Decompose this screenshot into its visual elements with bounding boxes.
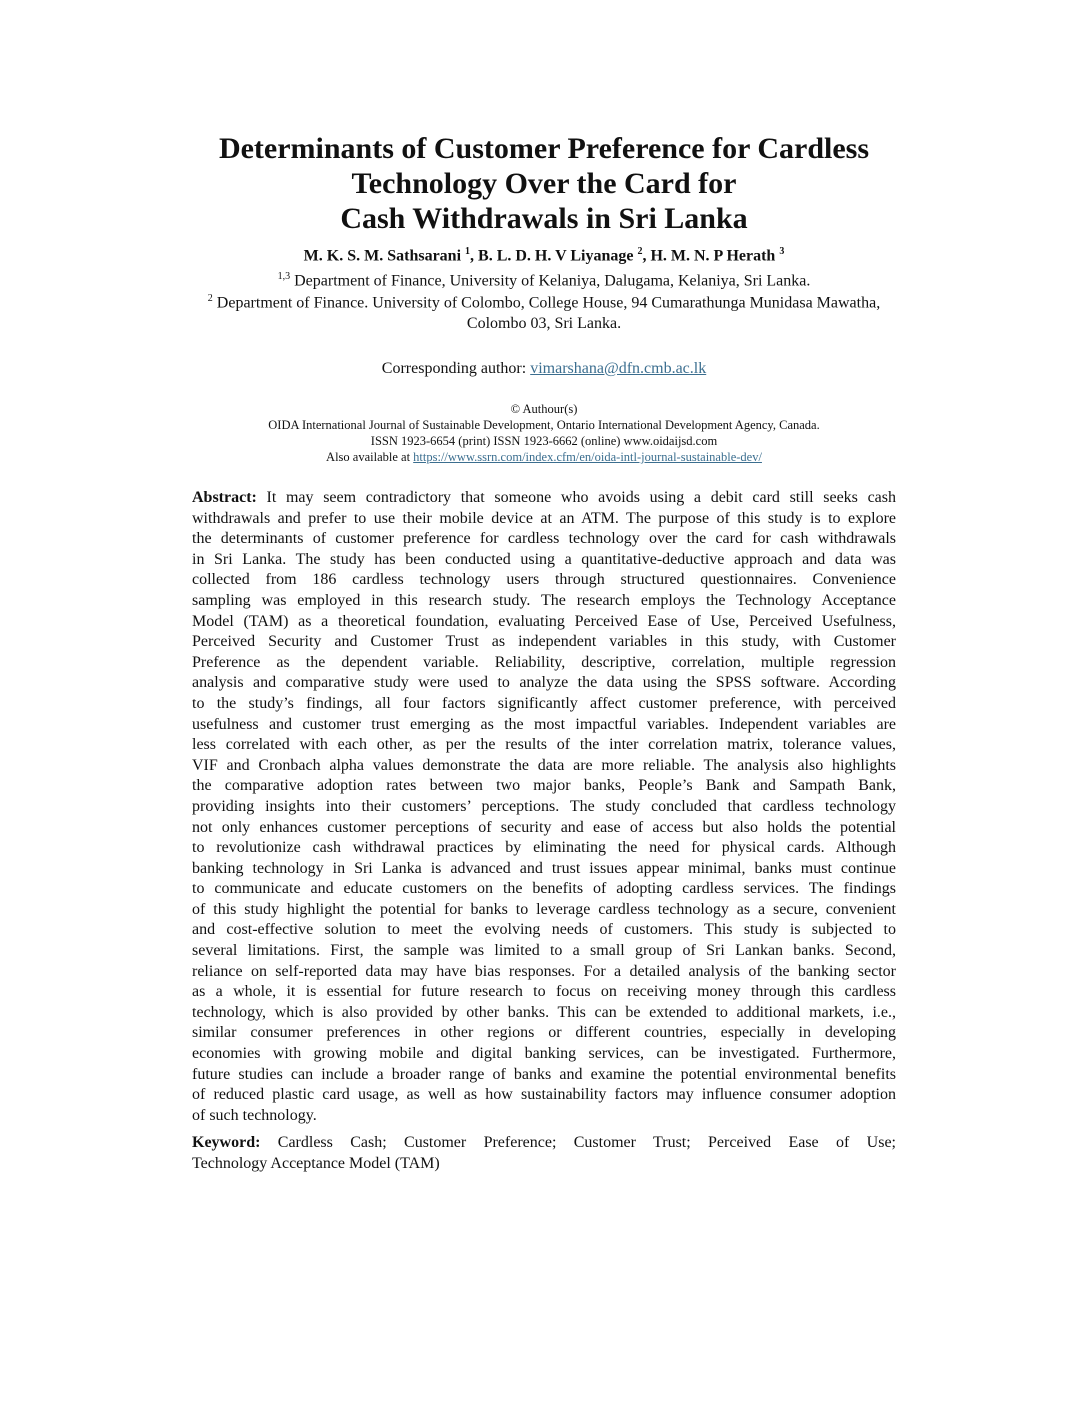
title-line: Cash Withdrawals in Sri Lanka xyxy=(340,202,748,235)
corresponding-author xyxy=(0,358,1088,379)
abstract-line: Perceived Security and Customer Trust as independent variables in this study, with Customer xyxy=(192,633,896,651)
aff-text: Colombo 03, Sri Lanka. xyxy=(466,315,622,333)
abstract-line: VIF and Cronbach alpha values demonstrate the data are more reliable. The analysis also highlights xyxy=(192,756,896,774)
also-label: Also available at xyxy=(326,450,411,464)
abstract-line: the comparative adoption rates between two major banks, People’s Bank and Sampath Bank, xyxy=(192,777,896,795)
issn: ISSN 1923-6654 (print) ISSN 1923-6662 (online) www.oidaijsd.com xyxy=(370,434,718,448)
keywords xyxy=(192,1133,896,1174)
aff-text: Department of Finance. University of Colombo, College House, 94 Cumarathunga Munidasa Mawatha, xyxy=(216,294,881,312)
abstract-line: and cost-effective solution to meet the evolving needs of customers. This study is subjected to xyxy=(192,921,896,939)
abstract-text: It may seem contradictory that someone who avoids using a debit card still seeks cash xyxy=(266,489,897,506)
abstract-line: to communicate and educate customers on the benefits of adopting cardless services. The findings xyxy=(192,880,896,898)
also-available xyxy=(0,449,1088,465)
abstract-line: the determinants of customer preference for cardless technology over the card for cash withdrawals xyxy=(192,530,896,548)
abstract-line: in Sri Lanka. The study has been conducted using a quantitative-deductive approach and data was xyxy=(192,550,896,568)
journal-info xyxy=(0,401,1088,465)
ssrn-link[interactable]: https://www.ssrn.com/index.cfm/en/oida-intl-journal-sustainable-dev/ xyxy=(413,450,762,464)
affiliation-2 xyxy=(0,288,1088,334)
abstract-line: collected from 186 cardless technology users through structured questionnaires. Convenience xyxy=(192,571,896,589)
abstract-line: future studies can include a broader range of banks and examine the potential environmental benefits xyxy=(192,1065,896,1083)
abstract-line: similar consumer preferences in other regions or different countries, especially in developing xyxy=(192,1024,896,1042)
keywords-text: Cardless Cash; Customer Preference; Customer Trust; Perceived Ease of Use; xyxy=(277,1134,896,1151)
title-line: Technology Over the Card for xyxy=(351,167,737,200)
abstract-line: usefulness and customer trust emerging as the most impactful variables. Independent variables are xyxy=(192,715,896,733)
author: H. M. N. P Herath xyxy=(650,247,776,265)
abstract-line: sampling was employed in this research study. The research employs the Technology Acceptance xyxy=(192,591,896,609)
abstract-line: analysis and comparative study were used to analyze the data using the SPSS software. According xyxy=(192,674,896,692)
journal-name: OIDA International Journal of Sustainable Development, Ontario International Development Agency, Canada. xyxy=(268,418,820,432)
abstract-line: to the study’s findings, all four factors significantly affect customer preference, with perceived xyxy=(192,694,896,712)
keywords-label: Keyword: xyxy=(192,1134,261,1151)
aff-text: Department of Finance, University of Kelaniya, Dalugama, Kelaniya, Sri Lanka. xyxy=(294,272,811,290)
abstract-line: of reduced plastic card usage, as well as how sustainability factors may influence consumer adoption xyxy=(192,1086,896,1104)
abstract-line: Preference as the dependent variable. Reliability, descriptive, correlation, multiple regression xyxy=(192,653,896,671)
aff-sup: 2 xyxy=(207,293,213,304)
abstract-line: reliance on self-reported data may have bias responses. For a detailed analysis of the banking sector xyxy=(192,962,896,980)
author: B. L. D. H. V Liyanage xyxy=(478,247,634,265)
author-sup: 3 xyxy=(779,246,785,257)
corr-label: Corresponding author: xyxy=(381,360,527,377)
abstract-line xyxy=(192,488,896,509)
corr-email-link[interactable]: vimarshana@dfn.cmb.ac.lk xyxy=(530,360,707,377)
abstract-label: Abstract: xyxy=(192,489,257,506)
abstract-line: withdrawals and prefer to use their mobile device at an ATM. The purpose of this study is to explore xyxy=(192,509,896,527)
keywords-text: Technology Acceptance Model (TAM) xyxy=(192,1154,440,1172)
paper-title xyxy=(0,131,1088,236)
abstract-line: less correlated with each other, as per the results of the inter correlation matrix, tolerance values, xyxy=(192,736,896,754)
abstract-line: to revolutionize cash withdrawal practices by eliminating the need for physical cards. Although xyxy=(192,839,896,857)
abstract-line: of such technology. xyxy=(192,1106,317,1124)
copyright: © Authour(s) xyxy=(510,402,578,416)
abstract-line: of this study highlight the potential for banks to leverage cardless technology as a secure, convenient xyxy=(192,900,896,918)
abstract-line: providing insights into their customers’ perceptions. The study concluded that cardless technology xyxy=(192,797,896,815)
author: M. K. S. M. Sathsarani xyxy=(303,247,462,265)
abstract-line: not only enhances customer perceptions of security and ease of access but also holds the potential xyxy=(192,818,896,836)
aff-sup: 1,3 xyxy=(277,271,291,282)
abstract-line: economies with growing mobile and digital banking services, can be investigated. Furthermore, xyxy=(192,1045,896,1063)
title-line: Determinants of Customer Preference for Cardless xyxy=(218,132,870,165)
abstract-line: technology, which is also provided by other banks. This can be extended to additional markets, i.e., xyxy=(192,1003,896,1021)
abstract xyxy=(192,488,896,1126)
author-list: M. K. S. M. Sathsarani $^1$, B. L. D. H. V Liyanage $^2$, H. M. N. P Herath $^3$ xyxy=(303,246,785,265)
author-sup: 1 xyxy=(465,246,471,257)
abstract-line: Model (TAM) as a theoretical foundation, evaluating Perceived Ease of Use, Perceived Usefulness, xyxy=(192,612,896,630)
author-sup: 2 xyxy=(637,246,643,257)
abstract-line: several limitations. First, the sample was limited to a small group of Sri Lankan banks. Second, xyxy=(192,942,896,960)
abstract-line: banking technology in Sri Lanka is advanced and trust issues appear minimal, banks must continue xyxy=(192,859,896,877)
abstract-line: as a whole, it is essential for future research to focus on receiving money through this cardless xyxy=(192,983,896,1001)
